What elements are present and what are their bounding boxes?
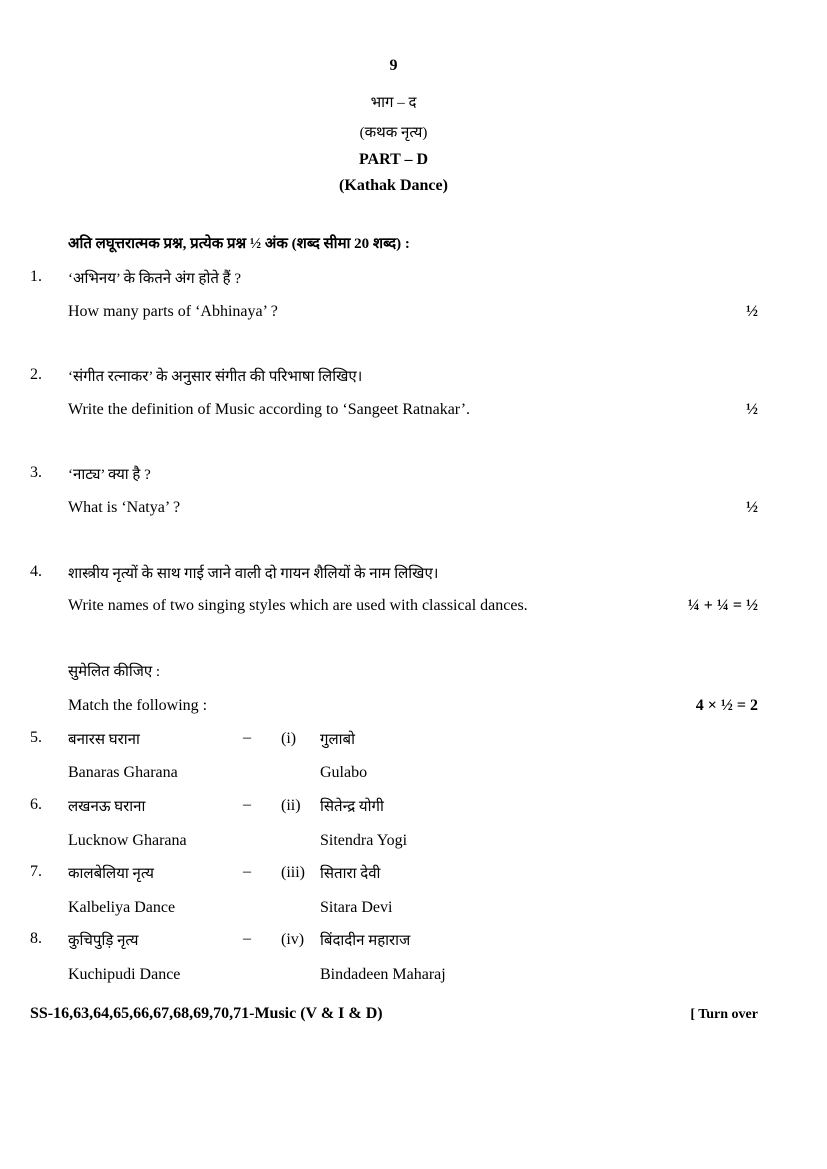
match-left-hindi: लखनऊ घराना [68,799,146,815]
question-marks: ½ [746,401,758,418]
match-right-hindi: सितेन्द्र योगी [320,799,384,815]
match-right-hindi: गुलाबो [320,732,355,748]
match-marks: 4 × ½ = 2 [695,697,758,714]
page-number: 9 [389,57,398,74]
match-item-number: 5. [30,729,42,746]
match-left-hindi: कुचिपुड़ि नृत्य [68,933,139,949]
match-instruction-english: Match the following : [68,697,208,714]
section-instruction: अति लघूत्तरात्मक प्रश्न, प्रत्येक प्रश्न ½ अंक (शब्द सीमा 20 शब्द) : [68,236,410,252]
match-left-hindi: बनारस घराना [68,732,140,748]
match-left-english: Banaras Gharana [68,764,178,781]
question-text-english: Write names of two singing styles which are used with classical dances. [68,597,528,614]
match-right-english: Bindadeen Maharaj [320,966,446,983]
subject-heading-english: (Kathak Dance) [339,177,448,194]
match-dash: – [243,729,251,746]
match-right-english: Gulabo [320,764,368,781]
question-text-hindi: ‘अभिनय’ के कितने अंग होते हैं ? [68,271,242,287]
question-text-english: What is ‘Natya’ ? [68,499,181,516]
match-instruction-hindi: सुमेलित कीजिए : [68,664,161,680]
question-number: 3. [30,464,42,481]
match-item-number: 6. [30,796,42,813]
match-roman-numeral: (ii) [281,797,301,814]
question-text-hindi: ‘नाट्य’ क्या है ? [68,467,151,483]
match-roman-numeral: (i) [281,730,297,747]
match-dash: – [243,930,251,947]
match-left-hindi: कालबेलिया नृत्य [68,866,154,882]
paper-code: SS-16,63,64,65,66,67,68,69,70,71-Music (V & I & D) [30,1005,383,1022]
question-number: 4. [30,563,42,580]
question-text-hindi: ‘संगीत रत्नाकर’ के अनुसार संगीत की परिभाषा लिखिए। [68,369,363,385]
match-right-hindi: बिंदादीन महाराज [320,933,411,949]
question-marks: ½ [746,303,758,320]
match-right-hindi: सितारा देवी [320,866,381,882]
match-item-number: 7. [30,863,42,880]
question-number: 1. [30,268,42,285]
match-left-english: Kuchipudi Dance [68,966,181,983]
question-marks: ¼ + ¼ = ½ [687,597,758,614]
question-text-hindi: शास्त्रीय नृत्यों के साथ गाई जाने वाली दो गायन शैलियों के नाम लिखिए। [68,566,439,582]
turn-over-note: [ Turn over [690,1007,758,1022]
subject-heading-hindi: (कथक नृत्य) [359,125,428,141]
question-text-english: How many parts of ‘Abhinaya’ ? [68,303,278,320]
match-dash: – [243,796,251,813]
match-left-english: Kalbeliya Dance [68,899,176,916]
match-left-english: Lucknow Gharana [68,832,187,849]
question-marks: ½ [746,499,758,516]
question-number: 2. [30,366,42,383]
match-dash: – [243,863,251,880]
match-item-number: 8. [30,930,42,947]
match-right-english: Sitendra Yogi [320,832,408,849]
match-roman-numeral: (iv) [281,931,305,948]
part-heading-hindi: भाग – द [370,95,417,111]
question-text-english: Write the definition of Music according to ‘Sangeet Ratnakar’. [68,401,471,418]
match-roman-numeral: (iii) [281,864,305,881]
part-heading-english: PART – D [358,151,429,168]
match-right-english: Sitara Devi [320,899,393,916]
